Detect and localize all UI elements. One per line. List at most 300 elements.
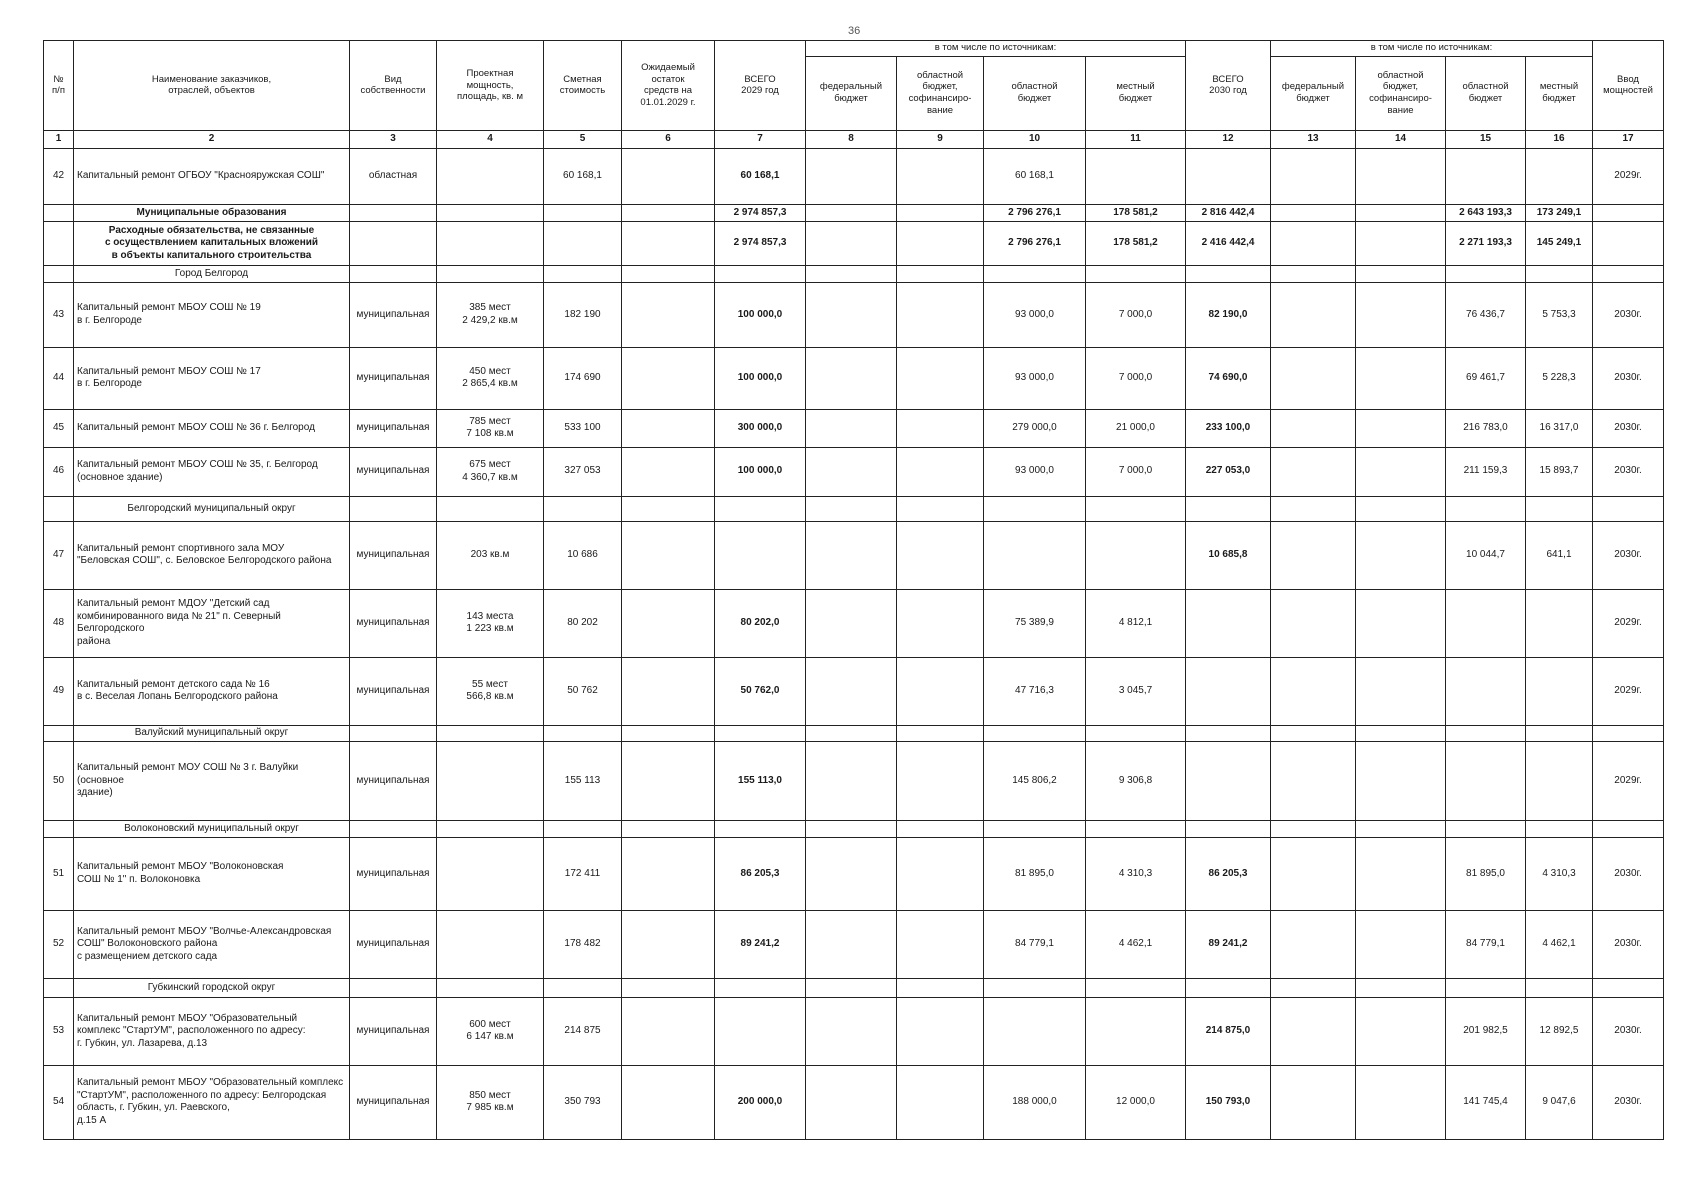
cell-regional-2029 — [984, 997, 1086, 1065]
cell-local-2029 — [1086, 496, 1186, 521]
column-number: 16 — [1526, 130, 1593, 148]
cell-regional-2029: 81 895,0 — [984, 837, 1086, 910]
cell-regional-2030 — [1446, 725, 1526, 741]
cell-cofin-2030 — [1356, 496, 1446, 521]
cell-federal-2030 — [1271, 148, 1356, 204]
cell-balance — [622, 348, 715, 409]
cell-federal-2029 — [806, 725, 897, 741]
cell-num — [44, 978, 74, 997]
table-row — [44, 657, 1664, 725]
cell-capacity: 850 мест 7 985 кв.м — [437, 1065, 544, 1139]
cell-num: 49 — [44, 657, 74, 725]
cell-num: 51 — [44, 837, 74, 910]
cell-ownership: муниципальная — [350, 1065, 437, 1139]
cell-cofin-2029 — [897, 282, 984, 348]
column-number: 15 — [1446, 130, 1526, 148]
header-local-2030: местный бюджет — [1526, 56, 1593, 130]
cell-commission — [1593, 821, 1664, 837]
cell-commission: 2030г. — [1593, 837, 1664, 910]
cell-cost: 155 113 — [544, 741, 622, 820]
cell-cofin-2029 — [897, 522, 984, 590]
cell-name: Капитальный ремонт МБОУ "Волоконовская СОШ № 1" п. Волоконовка — [74, 837, 350, 910]
cell-num: 46 — [44, 447, 74, 496]
cell-balance — [622, 657, 715, 725]
cell-federal-2029 — [806, 496, 897, 521]
cell-ownership: областная — [350, 148, 437, 204]
cell-total-2029: 100 000,0 — [715, 282, 806, 348]
cell-total-2030: 89 241,2 — [1186, 910, 1271, 978]
cell-cost — [544, 221, 622, 266]
cell-total-2030: 2 416 442,4 — [1186, 221, 1271, 266]
cell-federal-2029 — [806, 148, 897, 204]
cell-cofin-2030 — [1356, 447, 1446, 496]
cell-total-2030 — [1186, 266, 1271, 282]
cell-name: Белгородский муниципальный округ — [74, 496, 350, 521]
cell-local-2029: 4 812,1 — [1086, 589, 1186, 657]
cell-num — [44, 821, 74, 837]
cell-federal-2030 — [1271, 348, 1356, 409]
cell-regional-2029: 60 168,1 — [984, 148, 1086, 204]
cell-federal-2029 — [806, 997, 897, 1065]
cell-cofin-2029 — [897, 978, 984, 997]
column-numbers-row — [44, 130, 1664, 148]
cell-total-2030 — [1186, 821, 1271, 837]
cell-commission: 2030г. — [1593, 997, 1664, 1065]
cell-local-2029: 7 000,0 — [1086, 348, 1186, 409]
cell-num: 48 — [44, 589, 74, 657]
table-row — [44, 837, 1664, 910]
cell-federal-2030 — [1271, 997, 1356, 1065]
cell-regional-2029: 93 000,0 — [984, 447, 1086, 496]
cell-cost: 182 190 — [544, 282, 622, 348]
table-row — [44, 148, 1664, 204]
cell-total-2029: 200 000,0 — [715, 1065, 806, 1139]
header-total-2030: ВСЕГО 2030 год — [1186, 41, 1271, 131]
cell-num: 45 — [44, 409, 74, 447]
cell-ownership: муниципальная — [350, 447, 437, 496]
cell-total-2030: 10 685,8 — [1186, 522, 1271, 590]
cell-capacity: 385 мест 2 429,2 кв.м — [437, 282, 544, 348]
cell-balance — [622, 447, 715, 496]
cell-regional-2030: 76 436,7 — [1446, 282, 1526, 348]
header-ownership: Вид собственности — [350, 41, 437, 131]
header-cofin-2030: областной бюджет, софинансиро- вание — [1356, 56, 1446, 130]
cell-cofin-2030 — [1356, 741, 1446, 820]
cell-regional-2030 — [1446, 657, 1526, 725]
cell-regional-2030: 69 461,7 — [1446, 348, 1526, 409]
cell-num — [44, 496, 74, 521]
cell-cofin-2030 — [1356, 409, 1446, 447]
cell-num — [44, 221, 74, 266]
cell-capacity — [437, 148, 544, 204]
cell-federal-2030 — [1271, 837, 1356, 910]
cell-ownership: муниципальная — [350, 589, 437, 657]
cell-cofin-2029 — [897, 657, 984, 725]
cell-federal-2030 — [1271, 910, 1356, 978]
cell-commission: 2029г. — [1593, 741, 1664, 820]
table-row — [44, 741, 1664, 820]
summary-row — [44, 205, 1664, 221]
cell-num: 52 — [44, 910, 74, 978]
cell-federal-2030 — [1271, 205, 1356, 221]
cell-name: Капитальный ремонт МДОУ "Детский сад комбинированного вида № 21" п. Северный Белгородского района — [74, 589, 350, 657]
cell-balance — [622, 409, 715, 447]
cell-num: 44 — [44, 348, 74, 409]
cell-ownership: муниципальная — [350, 997, 437, 1065]
cell-num: 42 — [44, 148, 74, 204]
cell-local-2029 — [1086, 821, 1186, 837]
cell-commission: 2030г. — [1593, 910, 1664, 978]
cell-capacity — [437, 496, 544, 521]
section-row — [44, 266, 1664, 282]
cell-federal-2029 — [806, 522, 897, 590]
cell-cofin-2030 — [1356, 522, 1446, 590]
cell-cost: 10 686 — [544, 522, 622, 590]
cell-cofin-2030 — [1356, 282, 1446, 348]
cell-num — [44, 205, 74, 221]
cell-cofin-2029 — [897, 348, 984, 409]
cell-federal-2029 — [806, 1065, 897, 1139]
cell-capacity: 785 мест 7 108 кв.м — [437, 409, 544, 447]
column-number: 1 — [44, 130, 74, 148]
cell-regional-2029: 145 806,2 — [984, 741, 1086, 820]
cell-total-2030: 86 205,3 — [1186, 837, 1271, 910]
cell-name: Капитальный ремонт МБОУ "Волчье-Александровская СОШ" Волоконовского района с размещением детского сада — [74, 910, 350, 978]
cell-federal-2029 — [806, 837, 897, 910]
cell-cofin-2029 — [897, 725, 984, 741]
cell-regional-2030 — [1446, 821, 1526, 837]
cell-capacity: 55 мест 566,8 кв.м — [437, 657, 544, 725]
cell-cost — [544, 821, 622, 837]
cell-commission: 2030г. — [1593, 447, 1664, 496]
cell-cofin-2030 — [1356, 978, 1446, 997]
cell-name: Капитальный ремонт спортивного зала МОУ "Беловская СОШ", с. Беловское Белгородского района — [74, 522, 350, 590]
cell-regional-2030 — [1446, 266, 1526, 282]
cell-capacity — [437, 837, 544, 910]
cell-federal-2030 — [1271, 821, 1356, 837]
cell-local-2030: 9 047,6 — [1526, 1065, 1593, 1139]
cell-cofin-2030 — [1356, 910, 1446, 978]
cell-balance — [622, 221, 715, 266]
cell-federal-2029 — [806, 409, 897, 447]
cell-regional-2029: 75 389,9 — [984, 589, 1086, 657]
cell-total-2029 — [715, 821, 806, 837]
cell-local-2029: 12 000,0 — [1086, 1065, 1186, 1139]
table-row — [44, 589, 1664, 657]
cell-commission — [1593, 266, 1664, 282]
cell-federal-2030 — [1271, 266, 1356, 282]
cell-balance — [622, 741, 715, 820]
cell-federal-2030 — [1271, 978, 1356, 997]
cell-federal-2029 — [806, 978, 897, 997]
cell-federal-2029 — [806, 910, 897, 978]
cell-regional-2029 — [984, 821, 1086, 837]
cell-ownership: муниципальная — [350, 837, 437, 910]
cell-ownership — [350, 978, 437, 997]
cell-local-2029 — [1086, 148, 1186, 204]
cell-federal-2029 — [806, 221, 897, 266]
cell-total-2030 — [1186, 148, 1271, 204]
cell-local-2029: 4 310,3 — [1086, 837, 1186, 910]
cell-regional-2030 — [1446, 741, 1526, 820]
cell-cofin-2030 — [1356, 725, 1446, 741]
cell-cofin-2030 — [1356, 266, 1446, 282]
cell-local-2030 — [1526, 725, 1593, 741]
cell-commission: 2029г. — [1593, 589, 1664, 657]
cell-num: 47 — [44, 522, 74, 590]
cell-regional-2029: 188 000,0 — [984, 1065, 1086, 1139]
cell-cofin-2030 — [1356, 348, 1446, 409]
cell-total-2030: 150 793,0 — [1186, 1065, 1271, 1139]
cell-total-2030 — [1186, 657, 1271, 725]
cell-regional-2030: 84 779,1 — [1446, 910, 1526, 978]
column-number: 9 — [897, 130, 984, 148]
cell-capacity — [437, 205, 544, 221]
cell-balance — [622, 266, 715, 282]
cell-commission — [1593, 205, 1664, 221]
cell-federal-2029 — [806, 282, 897, 348]
cell-commission: 2030г. — [1593, 522, 1664, 590]
cell-ownership — [350, 205, 437, 221]
cell-federal-2030 — [1271, 522, 1356, 590]
cell-commission: 2029г. — [1593, 148, 1664, 204]
cell-total-2029: 100 000,0 — [715, 447, 806, 496]
cell-cofin-2030 — [1356, 1065, 1446, 1139]
cell-name: Муниципальные образования — [74, 205, 350, 221]
cell-regional-2030: 141 745,4 — [1446, 1065, 1526, 1139]
cell-regional-2030: 2 271 193,3 — [1446, 221, 1526, 266]
cell-federal-2029 — [806, 589, 897, 657]
cell-regional-2029: 2 796 276,1 — [984, 221, 1086, 266]
cell-name: Капитальный ремонт МБОУ СОШ № 36 г. Белгород — [74, 409, 350, 447]
header-balance: Ожидаемый остаток средств на 01.01.2029 г. — [622, 41, 715, 131]
cell-local-2029: 21 000,0 — [1086, 409, 1186, 447]
cell-local-2030: 5 228,3 — [1526, 348, 1593, 409]
cell-total-2029: 86 205,3 — [715, 837, 806, 910]
cell-cost: 172 411 — [544, 837, 622, 910]
cell-federal-2029 — [806, 821, 897, 837]
cell-capacity — [437, 221, 544, 266]
cell-local-2030 — [1526, 589, 1593, 657]
header-name: Наименование заказчиков, отраслей, объектов — [74, 41, 350, 131]
cell-federal-2030 — [1271, 221, 1356, 266]
cell-local-2030: 4 462,1 — [1526, 910, 1593, 978]
section-row — [44, 725, 1664, 741]
header-sources-2029: в том числе по источникам: — [806, 41, 1186, 57]
cell-balance — [622, 589, 715, 657]
cell-commission — [1593, 221, 1664, 266]
cell-total-2030 — [1186, 496, 1271, 521]
header-cofin-2029: областной бюджет, софинансиро- вание — [897, 56, 984, 130]
cell-ownership: муниципальная — [350, 348, 437, 409]
cell-name: Расходные обязательства, не связанные с осуществлением капитальных вложений в объекты капитального строительства — [74, 221, 350, 266]
cell-total-2030: 74 690,0 — [1186, 348, 1271, 409]
cell-local-2029 — [1086, 978, 1186, 997]
cell-num: 53 — [44, 997, 74, 1065]
cell-cofin-2030 — [1356, 837, 1446, 910]
section-row — [44, 978, 1664, 997]
cell-num: 43 — [44, 282, 74, 348]
cell-total-2029: 80 202,0 — [715, 589, 806, 657]
cell-name: Капитальный ремонт МБОУ "Образовательный комплекс "СтартУМ", расположенного по адресу: г. Губкин, ул. Лазарева, д.13 — [74, 997, 350, 1065]
cell-cost: 533 100 — [544, 409, 622, 447]
cell-federal-2029 — [806, 447, 897, 496]
cell-federal-2030 — [1271, 409, 1356, 447]
cell-regional-2029: 279 000,0 — [984, 409, 1086, 447]
cell-balance — [622, 978, 715, 997]
cell-regional-2029: 47 716,3 — [984, 657, 1086, 725]
table-body — [44, 41, 1664, 1140]
cell-ownership — [350, 496, 437, 521]
cell-cofin-2029 — [897, 148, 984, 204]
cell-capacity — [437, 725, 544, 741]
cell-name: Капитальный ремонт ОГБОУ "Краснояружская СОШ" — [74, 148, 350, 204]
cell-regional-2030 — [1446, 589, 1526, 657]
cell-cofin-2029 — [897, 821, 984, 837]
header-federal-2029: федеральный бюджет — [806, 56, 897, 130]
cell-local-2030 — [1526, 266, 1593, 282]
cell-num: 50 — [44, 741, 74, 820]
cell-capacity: 675 мест 4 360,7 кв.м — [437, 447, 544, 496]
cell-local-2030 — [1526, 978, 1593, 997]
cell-total-2029: 300 000,0 — [715, 409, 806, 447]
cell-local-2029: 4 462,1 — [1086, 910, 1186, 978]
cell-balance — [622, 1065, 715, 1139]
cell-regional-2030: 81 895,0 — [1446, 837, 1526, 910]
cell-regional-2029: 84 779,1 — [984, 910, 1086, 978]
cell-ownership: муниципальная — [350, 741, 437, 820]
header-federal-2030: федеральный бюджет — [1271, 56, 1356, 130]
cell-name: Валуйский муниципальный округ — [74, 725, 350, 741]
cell-balance — [622, 282, 715, 348]
cell-local-2030 — [1526, 657, 1593, 725]
cell-capacity: 450 мест 2 865,4 кв.м — [437, 348, 544, 409]
cell-cost: 60 168,1 — [544, 148, 622, 204]
column-number: 13 — [1271, 130, 1356, 148]
cell-total-2029: 155 113,0 — [715, 741, 806, 820]
cell-regional-2029 — [984, 496, 1086, 521]
cell-cost: 178 482 — [544, 910, 622, 978]
cell-total-2029 — [715, 266, 806, 282]
cell-total-2029: 89 241,2 — [715, 910, 806, 978]
cell-total-2030 — [1186, 589, 1271, 657]
cell-num: 54 — [44, 1065, 74, 1139]
cell-cost: 350 793 — [544, 1065, 622, 1139]
cell-local-2030: 12 892,5 — [1526, 997, 1593, 1065]
cell-federal-2030 — [1271, 282, 1356, 348]
cell-cofin-2030 — [1356, 205, 1446, 221]
cell-cofin-2029 — [897, 409, 984, 447]
table-row — [44, 282, 1664, 348]
cell-name: Капитальный ремонт детского сада № 16 в с. Веселая Лопань Белгородского района — [74, 657, 350, 725]
section-row — [44, 821, 1664, 837]
cell-cost: 327 053 — [544, 447, 622, 496]
cell-federal-2030 — [1271, 589, 1356, 657]
header-cost: Сметная стоимость — [544, 41, 622, 131]
table-row — [44, 910, 1664, 978]
cell-cofin-2029 — [897, 221, 984, 266]
cell-cofin-2029 — [897, 910, 984, 978]
cell-capacity: 203 кв.м — [437, 522, 544, 590]
cell-total-2029 — [715, 997, 806, 1065]
column-number: 5 — [544, 130, 622, 148]
cell-cofin-2030 — [1356, 657, 1446, 725]
cell-balance — [622, 997, 715, 1065]
table-row — [44, 997, 1664, 1065]
header-row — [44, 41, 1664, 57]
cell-local-2030: 15 893,7 — [1526, 447, 1593, 496]
budget-table — [43, 40, 1664, 1140]
cell-local-2030: 641,1 — [1526, 522, 1593, 590]
cell-regional-2030 — [1446, 496, 1526, 521]
cell-name: Капитальный ремонт МОУ СОШ № 3 г. Валуйки (основное здание) — [74, 741, 350, 820]
cell-local-2029: 3 045,7 — [1086, 657, 1186, 725]
column-number: 11 — [1086, 130, 1186, 148]
column-number: 12 — [1186, 130, 1271, 148]
cell-ownership — [350, 725, 437, 741]
cell-total-2029: 60 168,1 — [715, 148, 806, 204]
cell-federal-2029 — [806, 205, 897, 221]
cell-ownership — [350, 821, 437, 837]
header-commission: Ввод мощностей — [1593, 41, 1664, 131]
cell-total-2029 — [715, 725, 806, 741]
cell-cost — [544, 496, 622, 521]
cell-balance — [622, 910, 715, 978]
cell-name: Капитальный ремонт МБОУ "Образовательный комплекс "СтартУМ", расположенного по адресу: Белгородская область, г. Губкин, ул. Раевского, д.15 А — [74, 1065, 350, 1139]
cell-num — [44, 266, 74, 282]
cell-total-2030 — [1186, 725, 1271, 741]
cell-total-2029 — [715, 978, 806, 997]
cell-capacity — [437, 978, 544, 997]
cell-name: Капитальный ремонт МБОУ СОШ № 17 в г. Белгороде — [74, 348, 350, 409]
cell-balance — [622, 205, 715, 221]
cell-local-2030 — [1526, 741, 1593, 820]
cell-local-2029: 7 000,0 — [1086, 447, 1186, 496]
cell-regional-2029: 93 000,0 — [984, 348, 1086, 409]
cell-regional-2030: 216 783,0 — [1446, 409, 1526, 447]
cell-commission: 2030г. — [1593, 409, 1664, 447]
cell-cost: 214 875 — [544, 997, 622, 1065]
cell-federal-2029 — [806, 657, 897, 725]
cell-local-2030: 16 317,0 — [1526, 409, 1593, 447]
cell-total-2029: 2 974 857,3 — [715, 205, 806, 221]
cell-commission — [1593, 978, 1664, 997]
cell-regional-2030: 201 982,5 — [1446, 997, 1526, 1065]
cell-cost — [544, 725, 622, 741]
cell-total-2030: 82 190,0 — [1186, 282, 1271, 348]
cell-local-2029: 178 581,2 — [1086, 221, 1186, 266]
cell-federal-2029 — [806, 348, 897, 409]
cell-local-2029: 9 306,8 — [1086, 741, 1186, 820]
cell-regional-2030: 10 044,7 — [1446, 522, 1526, 590]
cell-local-2030 — [1526, 496, 1593, 521]
cell-local-2029 — [1086, 997, 1186, 1065]
cell-total-2029: 50 762,0 — [715, 657, 806, 725]
cell-local-2029: 178 581,2 — [1086, 205, 1186, 221]
cell-commission: 2030г. — [1593, 1065, 1664, 1139]
column-number: 17 — [1593, 130, 1664, 148]
cell-total-2029: 2 974 857,3 — [715, 221, 806, 266]
cell-regional-2029: 93 000,0 — [984, 282, 1086, 348]
cell-cofin-2030 — [1356, 221, 1446, 266]
cell-regional-2030 — [1446, 978, 1526, 997]
cell-commission — [1593, 496, 1664, 521]
cell-local-2030: 4 310,3 — [1526, 837, 1593, 910]
cell-cost — [544, 205, 622, 221]
cell-regional-2030 — [1446, 148, 1526, 204]
table-row — [44, 522, 1664, 590]
cell-balance — [622, 725, 715, 741]
